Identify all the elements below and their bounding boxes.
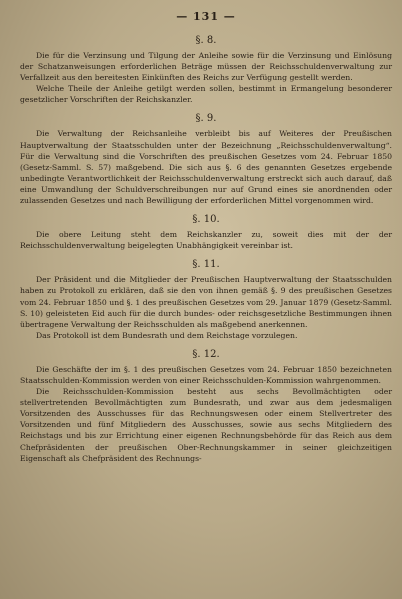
section-8 <box>20 35 392 105</box>
page-number: — 131 — <box>176 10 236 23</box>
section-9 <box>20 113 392 206</box>
paragraph: Das Protokoll ist dem Bundesrath und dem Reichstage vorzulegen. <box>36 330 298 340</box>
section-heading: §. 9. <box>195 113 217 125</box>
section-11 <box>20 259 392 341</box>
section-12 <box>20 349 392 464</box>
paragraph: Der Präsident und die Mitglieder der Preußischen Hauptverwaltung der Staatsschulden haben zu Protokoll zu erklären, daß sie den von ihnen gemäß §. 9 des preußischen Gesetzes vom 24. Februar 1850 und §. 1 des preußischen Gesetzes vom 29. Januar 1879 (Gesetz-Samml. S. 10) geleisteten Eid auch für die durch bundes- oder reichsgesetzliche Bestimmungen ihnen übertragene Verwaltung der Reichsschulden als maßgebend anerkennen. <box>20 275 392 329</box>
paragraph: Die Geschäfte der im §. 1 des preußischen Gesetzes vom 24. Februar 1850 bezeichneten Staatsschulden-Kommission werden von einer Reichsschulden-Kommission wahrgenommen. <box>20 364 392 385</box>
section-10 <box>20 214 392 251</box>
paragraph: Die obere Leitung steht dem Reichskanzler zu, soweit dies mit der der Reichsschuldenverwaltung beigelegten Unabhängigkeit vereinbar ist. <box>20 230 392 251</box>
paragraph: Die für die Verzinsung und Tilgung der Anleihe sowie für die Verzinsung und Einlösung der Schatzanweisungen erforderlichen Beträge müssen der Reichsschuldenverwaltung zur Verfallzeit aus den bereitesten Einkünften des Reichs zur Verfügung gestellt werden. <box>20 51 392 83</box>
paragraph: Die Reichsschulden-Kommission besteht aus sechs Bevollmächtigten oder stellvertretenden Bevollmächtigten zum Bundesrath, und zwar aus dem jedesmaligen Vorsitzenden des Ausschusses für das Rechnungswesen oder einem Stellvertreter des Vorsitzenden und fünf Mitgliedern des Ausschusses, sowie aus sechs Mitgliedern des Reichstags und bis zur Errichtung einer eigenen Rechnungsbehörde für das Reich aus dem Chefpräsidenten der preußischen Ober-Rechnungskammer in seiner gleichzeitigen Eigenschaft als Chefpräsident des Rechnungs- <box>20 387 392 463</box>
section-heading: §. 11. <box>192 259 220 271</box>
section-heading: §. 8. <box>195 35 217 46</box>
section-heading: §. 10. <box>192 214 220 226</box>
paragraph: Welche Theile der Anleihe getilgt werden sollen, bestimmt in Ermangelung besonderer gesetzlicher Vorschriften der Reichskanzler. <box>20 84 392 105</box>
section-heading: §. 12. <box>192 348 220 360</box>
paragraph: Die Verwaltung der Reichsanleihe verbleibt bis auf Weiteres der Preußischen Hauptverwaltung der Staatsschulden unter der Bezeichnung „Reichsschuldenverwaltung“. Für die Verwaltung sind die Vorschriften des preußischen Gesetzes vom 24. Februar 1850 (Gesetz-Samml. S. 57) maßgebend. Die sich aus §. 6 des genannten Gesetzes ergebende unbedingte Verantwortlichkeit der Reichsschuldenverwaltung erstreckt sich auch darauf, daß eine Umwandlung der Schuldverschreibungen nur auf Grund eines sie anordnenden oder zulassenden Gesetzes und nach Bewilligung der erforderlichen Mittel vorgenommen wird. <box>20 129 392 206</box>
